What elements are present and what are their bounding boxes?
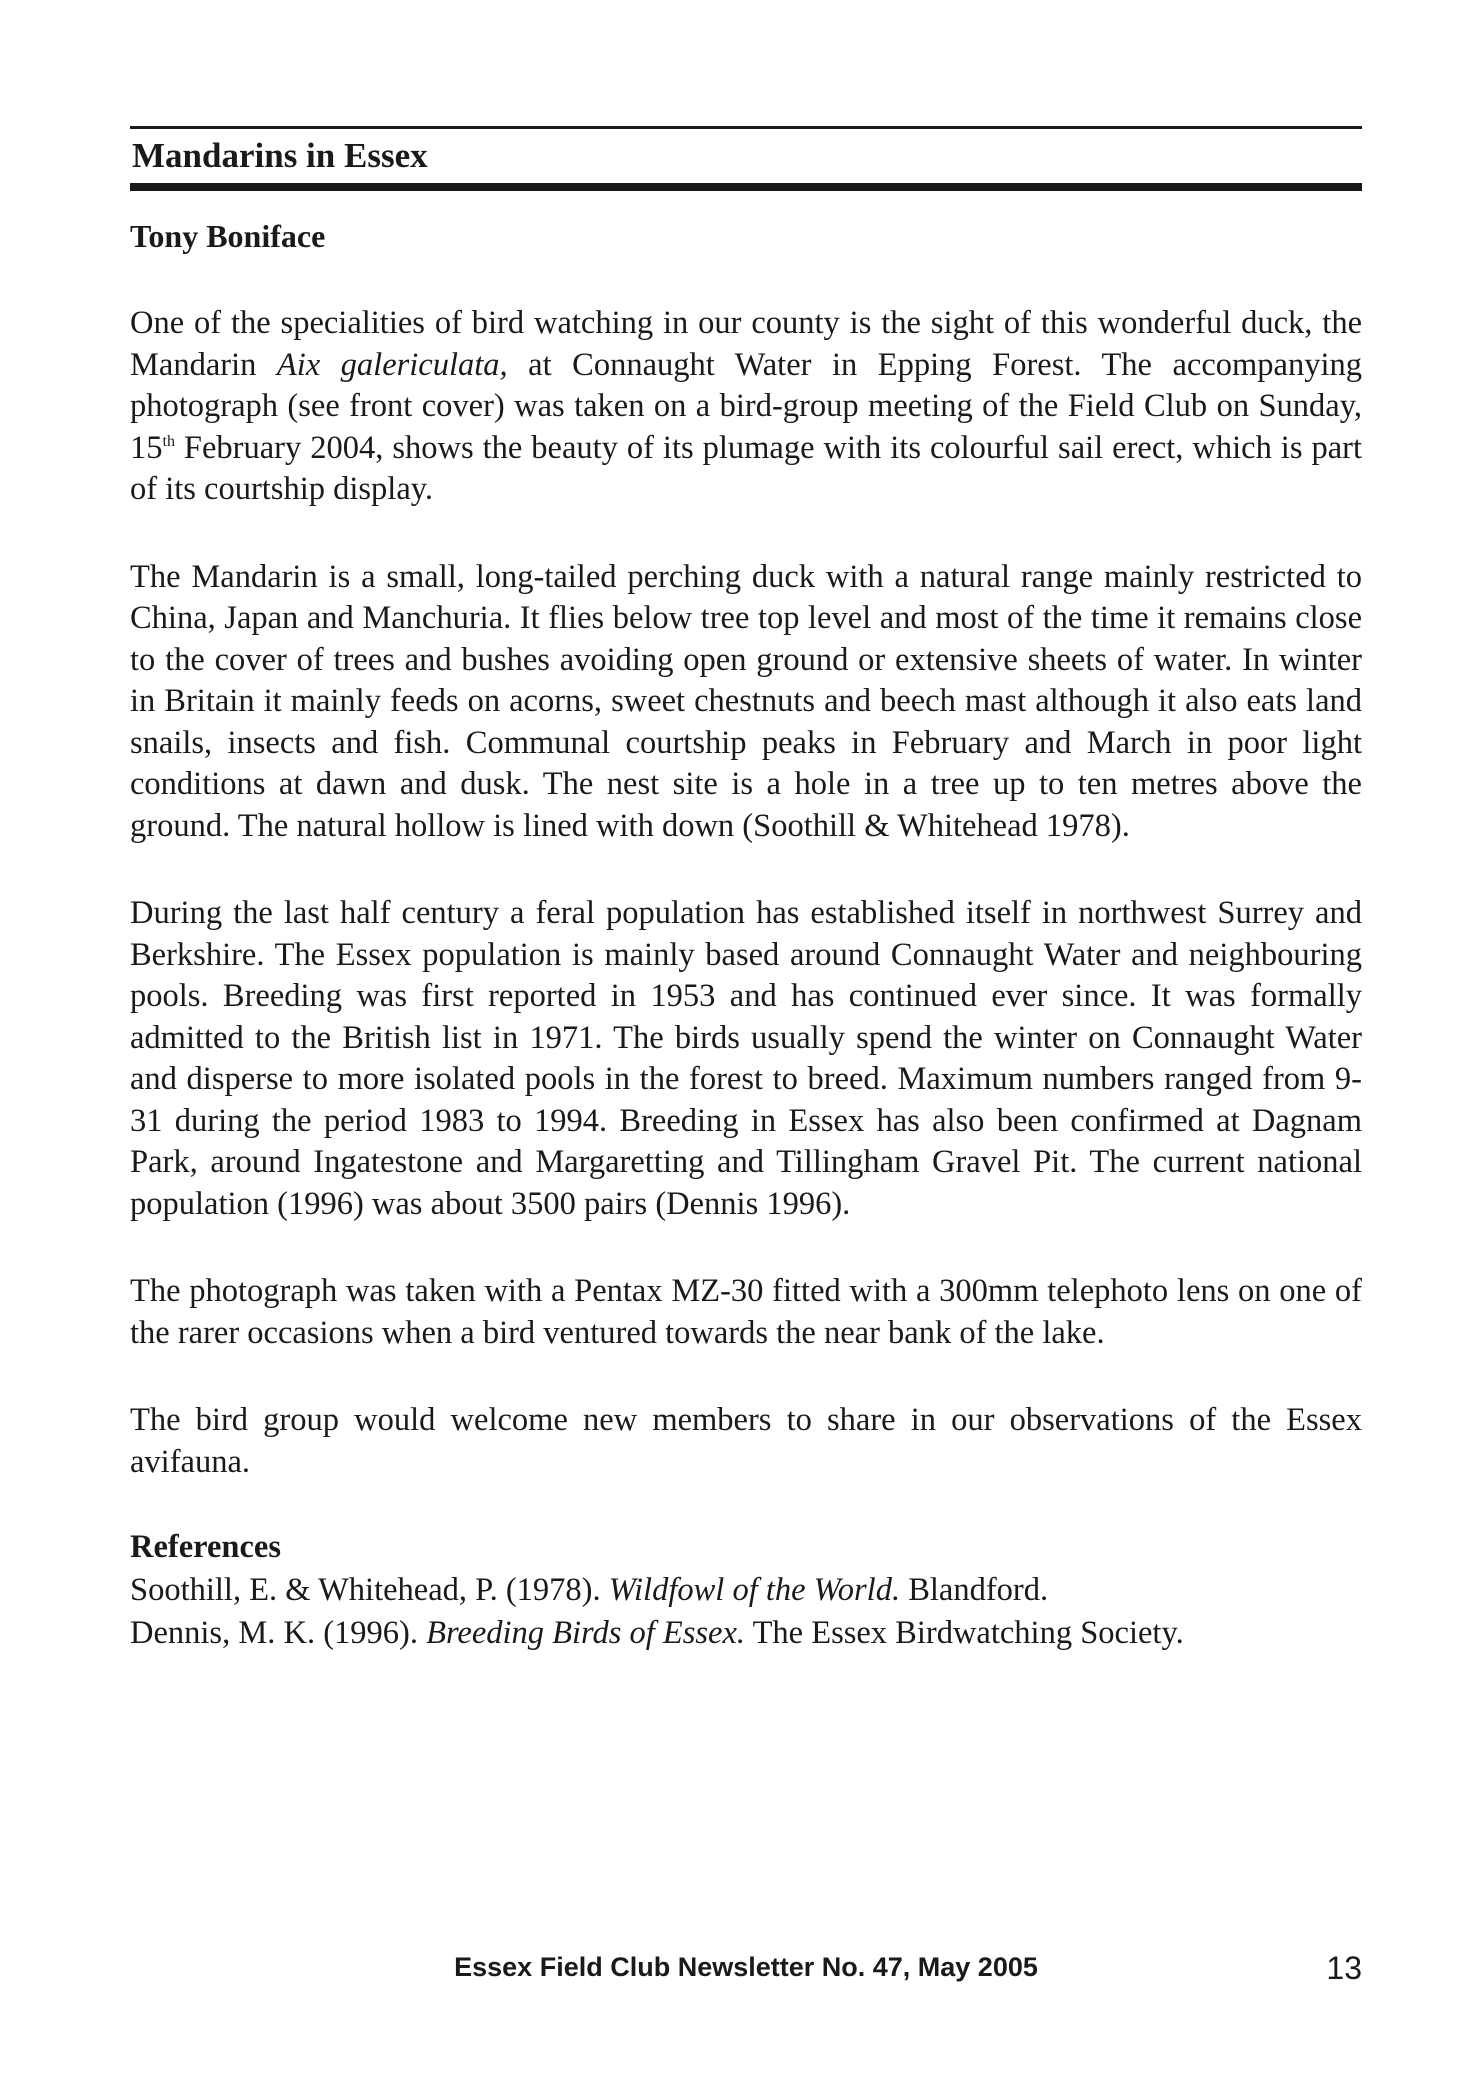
reference-1-title: Wildfowl of the World. — [608, 1571, 901, 1608]
paragraph-1-text-c: February 2004, shows the beauty of its plumage with its colourful sail erect, which is part of its courtship display. — [130, 429, 1362, 507]
reference-1-publisher: Blandford. — [900, 1571, 1049, 1608]
footer-publication: Essex Field Club Newsletter No. 47, May 2005 — [454, 1952, 1038, 1982]
reference-2 — [130, 1612, 1362, 1655]
title-bottom-rule — [130, 183, 1362, 191]
reference-2-authors: Dennis, M. K. (1996). — [130, 1614, 427, 1651]
reference-2-publisher: The Essex Birdwatching Society. — [745, 1614, 1184, 1651]
paragraph-5: The bird group would welcome new members to share in our observations of the Essex avifauna. — [130, 1402, 1362, 1480]
paragraph-1-text-b: at Connaught Water in Epping Forest. The accompanying photograph (see front cover) was taken on a bird-group meeting of the Field Club on Sunday, 15 — [130, 346, 1362, 466]
paragraph-3: During the last half century a feral population has established itself in northwest Surrey and Berkshire. The Essex population is mainly based around Connaught Water and neighbouring pools. Breeding was first reported in 1953 and has continued ever since. It was formally admitted to the British list in 1971. The birds usually spend the winter on Connaught Water and disperse to more isolated pools in the forest to breed. Maximum numbers ranged from 9-31 during the period 1983 to 1994. Breeding in Essex has also been confirmed at Dagnam Park, around Ingatestone and Margaretting and Tillingham Gravel Pit. The current national population (1996) was about 3500 pairs (Dennis 1996). — [130, 895, 1362, 1222]
paragraph-2: The Mandarin is a small, long-tailed perching duck with a natural range mainly restricted to China, Japan and Manchuria. It flies below tree top level and most of the time it remains close to the cover of trees and bushes avoiding open ground or extensive sheets of water. In winter in Britain it mainly feeds on acorns, sweet chestnuts and beech mast although it also eats land snails, insects and fish. Communal courtship peaks in February and March in poor light conditions at dawn and dusk. The nest site is a hole in a tree up to ten metres above the ground. The natural hollow is lined with down (Soothill & Whitehead 1978). — [130, 558, 1362, 844]
species-name: Aix galericulata, — [276, 346, 508, 383]
ordinal-suffix: th — [162, 432, 175, 450]
article-title: Mandarins in Essex — [132, 136, 428, 175]
article — [130, 126, 1362, 1655]
page-footer — [130, 1952, 1362, 1992]
article-author: Tony Boniface — [130, 218, 326, 254]
paragraph-4: The photograph was taken with a Pentax MZ-30 fitted with a 300mm telephoto lens on one of the rarer occasions when a bird ventured towards the near bank of the lake. — [130, 1273, 1362, 1351]
paragraph-1-text-a: One of the specialities of bird watching in our county is the sight of this wonderful duck, the Mandarin — [130, 305, 1362, 383]
page-number: 13 — [1326, 1950, 1362, 1986]
reference-1 — [130, 1569, 1362, 1612]
reference-2-title: Breeding Birds of Essex. — [426, 1614, 746, 1651]
reference-1-authors: Soothill, E. & Whitehead, P. (1978). — [130, 1571, 609, 1608]
references-heading: References — [130, 1529, 281, 1565]
paragraph-1 — [130, 303, 1362, 511]
